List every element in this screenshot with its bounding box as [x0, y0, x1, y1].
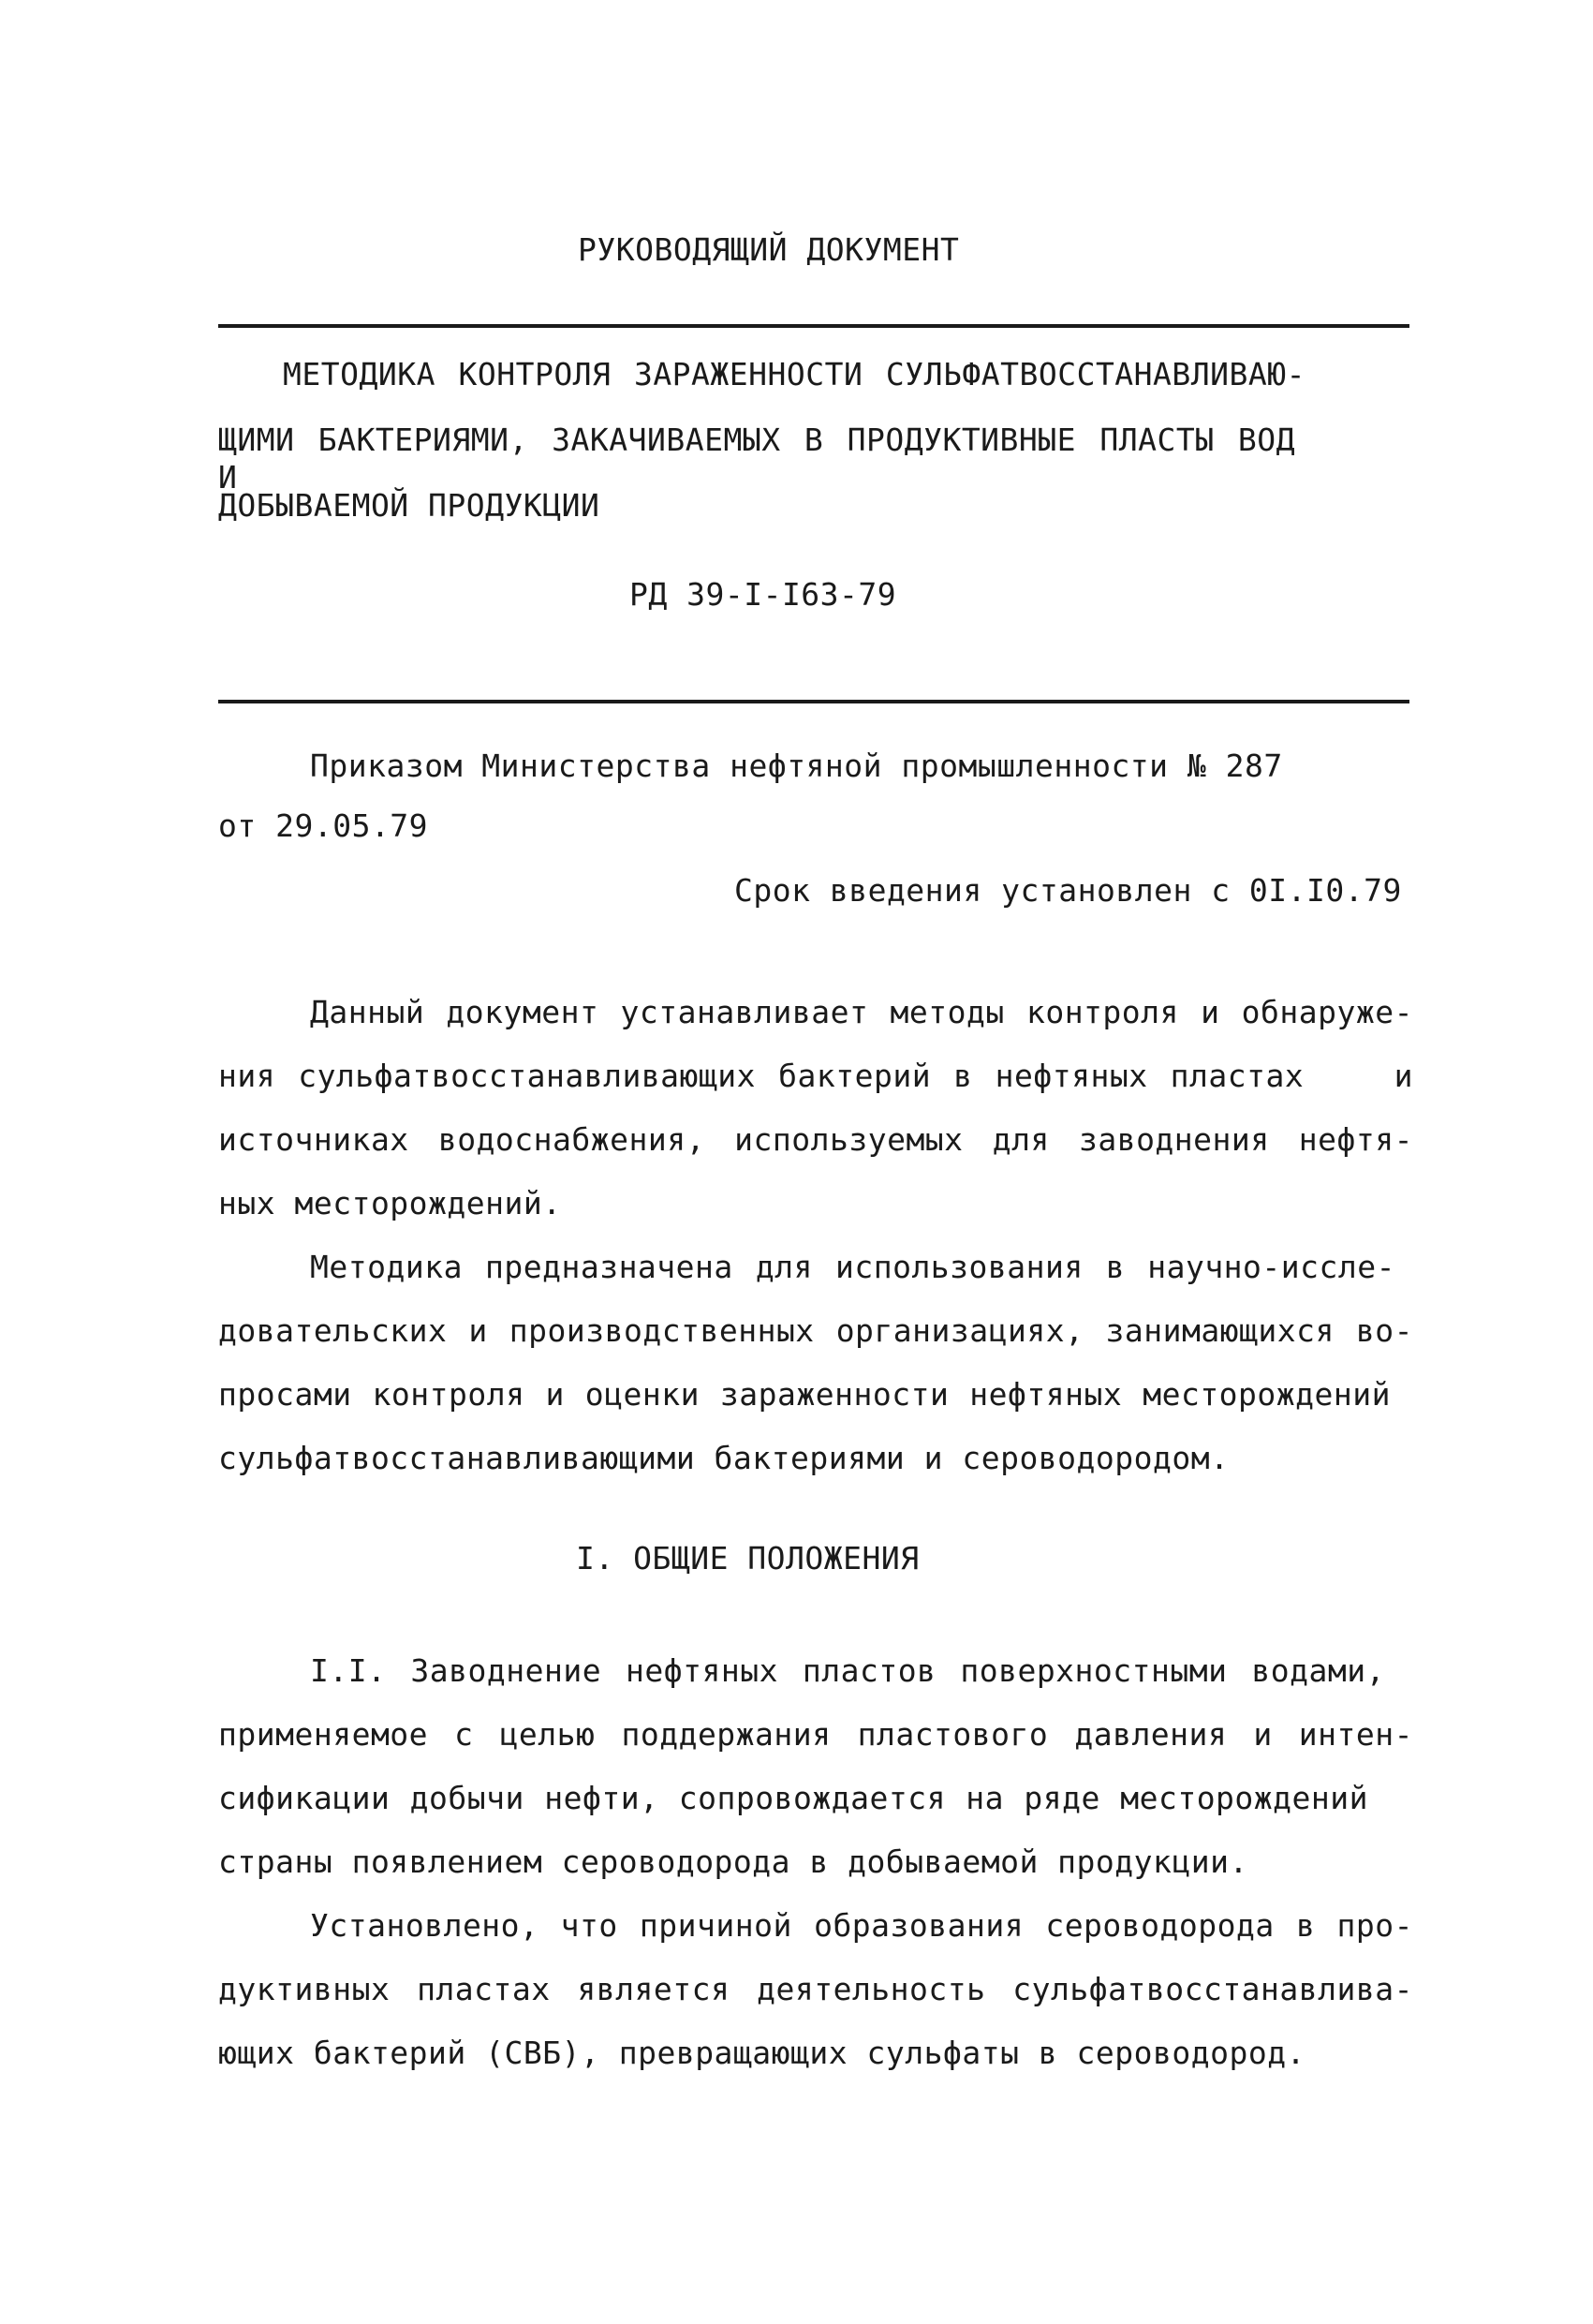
middle-rule — [218, 700, 1409, 703]
document-type: РУКОВОДЯЩИЙ ДОКУМЕНТ — [578, 231, 960, 268]
document-code: РД 39-I-I63-79 — [629, 576, 897, 613]
order-line-2: от 29.05.79 — [218, 807, 429, 844]
section-1-p1-line-1: I.I. Заводнение нефтяных пластов поверхностными водами, — [310, 1652, 1385, 1689]
intro-p1-line-1: Данный документ устанавливает методы контроля и обнаруже- — [310, 994, 1413, 1030]
section-1-p2-line-2: дуктивных пластах является деятельность сульфатвосстанавлива- — [218, 1971, 1413, 2007]
order-line-1: Приказом Министерства нефтяной промышленности № 287 — [310, 748, 1283, 784]
section-1-p1-line-4: страны появлением сероводорода в добываемой продукции. — [218, 1843, 1248, 1880]
title-line-2: ЩИМИ БАКТЕРИЯМИ, ЗАКАЧИВАЕМЫХ В ПРОДУКТИВНЫЕ ПЛАСТЫ ВОД И — [218, 422, 1295, 496]
intro-p2-line-4: сульфатвосстанавливающими бактериями и сероводородом. — [218, 1440, 1230, 1476]
section-1-p1-line-2: применяемое с целью поддержания пластового давления и интен- — [218, 1716, 1413, 1753]
section-1-p1-line-3: сификации добычи нефти, сопровождается на ряде месторождений — [218, 1780, 1368, 1816]
section-1-heading: I. ОБЩИЕ ПОЛОЖЕНИЯ — [576, 1540, 920, 1576]
intro-p2-line-3: просами контроля и оценки зараженности нефтяных месторождений — [218, 1376, 1391, 1413]
intro-p2-line-2: довательских и производственных организациях, занимающихся во- — [218, 1312, 1413, 1349]
section-1-p2-line-3: ющих бактерий (СВБ), превращающих сульфаты в сероводород. — [218, 2035, 1305, 2071]
intro-p2-line-1: Методика предназначена для использования в научно-иссле- — [310, 1249, 1395, 1285]
effective-date: Срок введения установлен с 0I.I0.79 — [734, 872, 1402, 909]
intro-p1-line-2: ния сульфатвосстанавливающих бактерий в нефтяных пластах и — [218, 1058, 1413, 1094]
section-1-p2-line-1: Установлено, что причиной образования сероводорода в про- — [310, 1907, 1413, 1944]
title-line-3: ДОБЫВАЕМОЙ ПРОДУКЦИИ — [218, 487, 600, 524]
intro-p1-line-4: ных месторождений. — [218, 1185, 562, 1221]
intro-p1-line-3: источниках водоснабжения, используемых для заводнения нефтя- — [218, 1121, 1413, 1158]
top-rule — [218, 324, 1409, 328]
title-line-1: МЕТОДИКА КОНТРОЛЯ ЗАРАЖЕННОСТИ СУЛЬФАТВОССТАНАВЛИВАЮ- — [283, 356, 1305, 392]
